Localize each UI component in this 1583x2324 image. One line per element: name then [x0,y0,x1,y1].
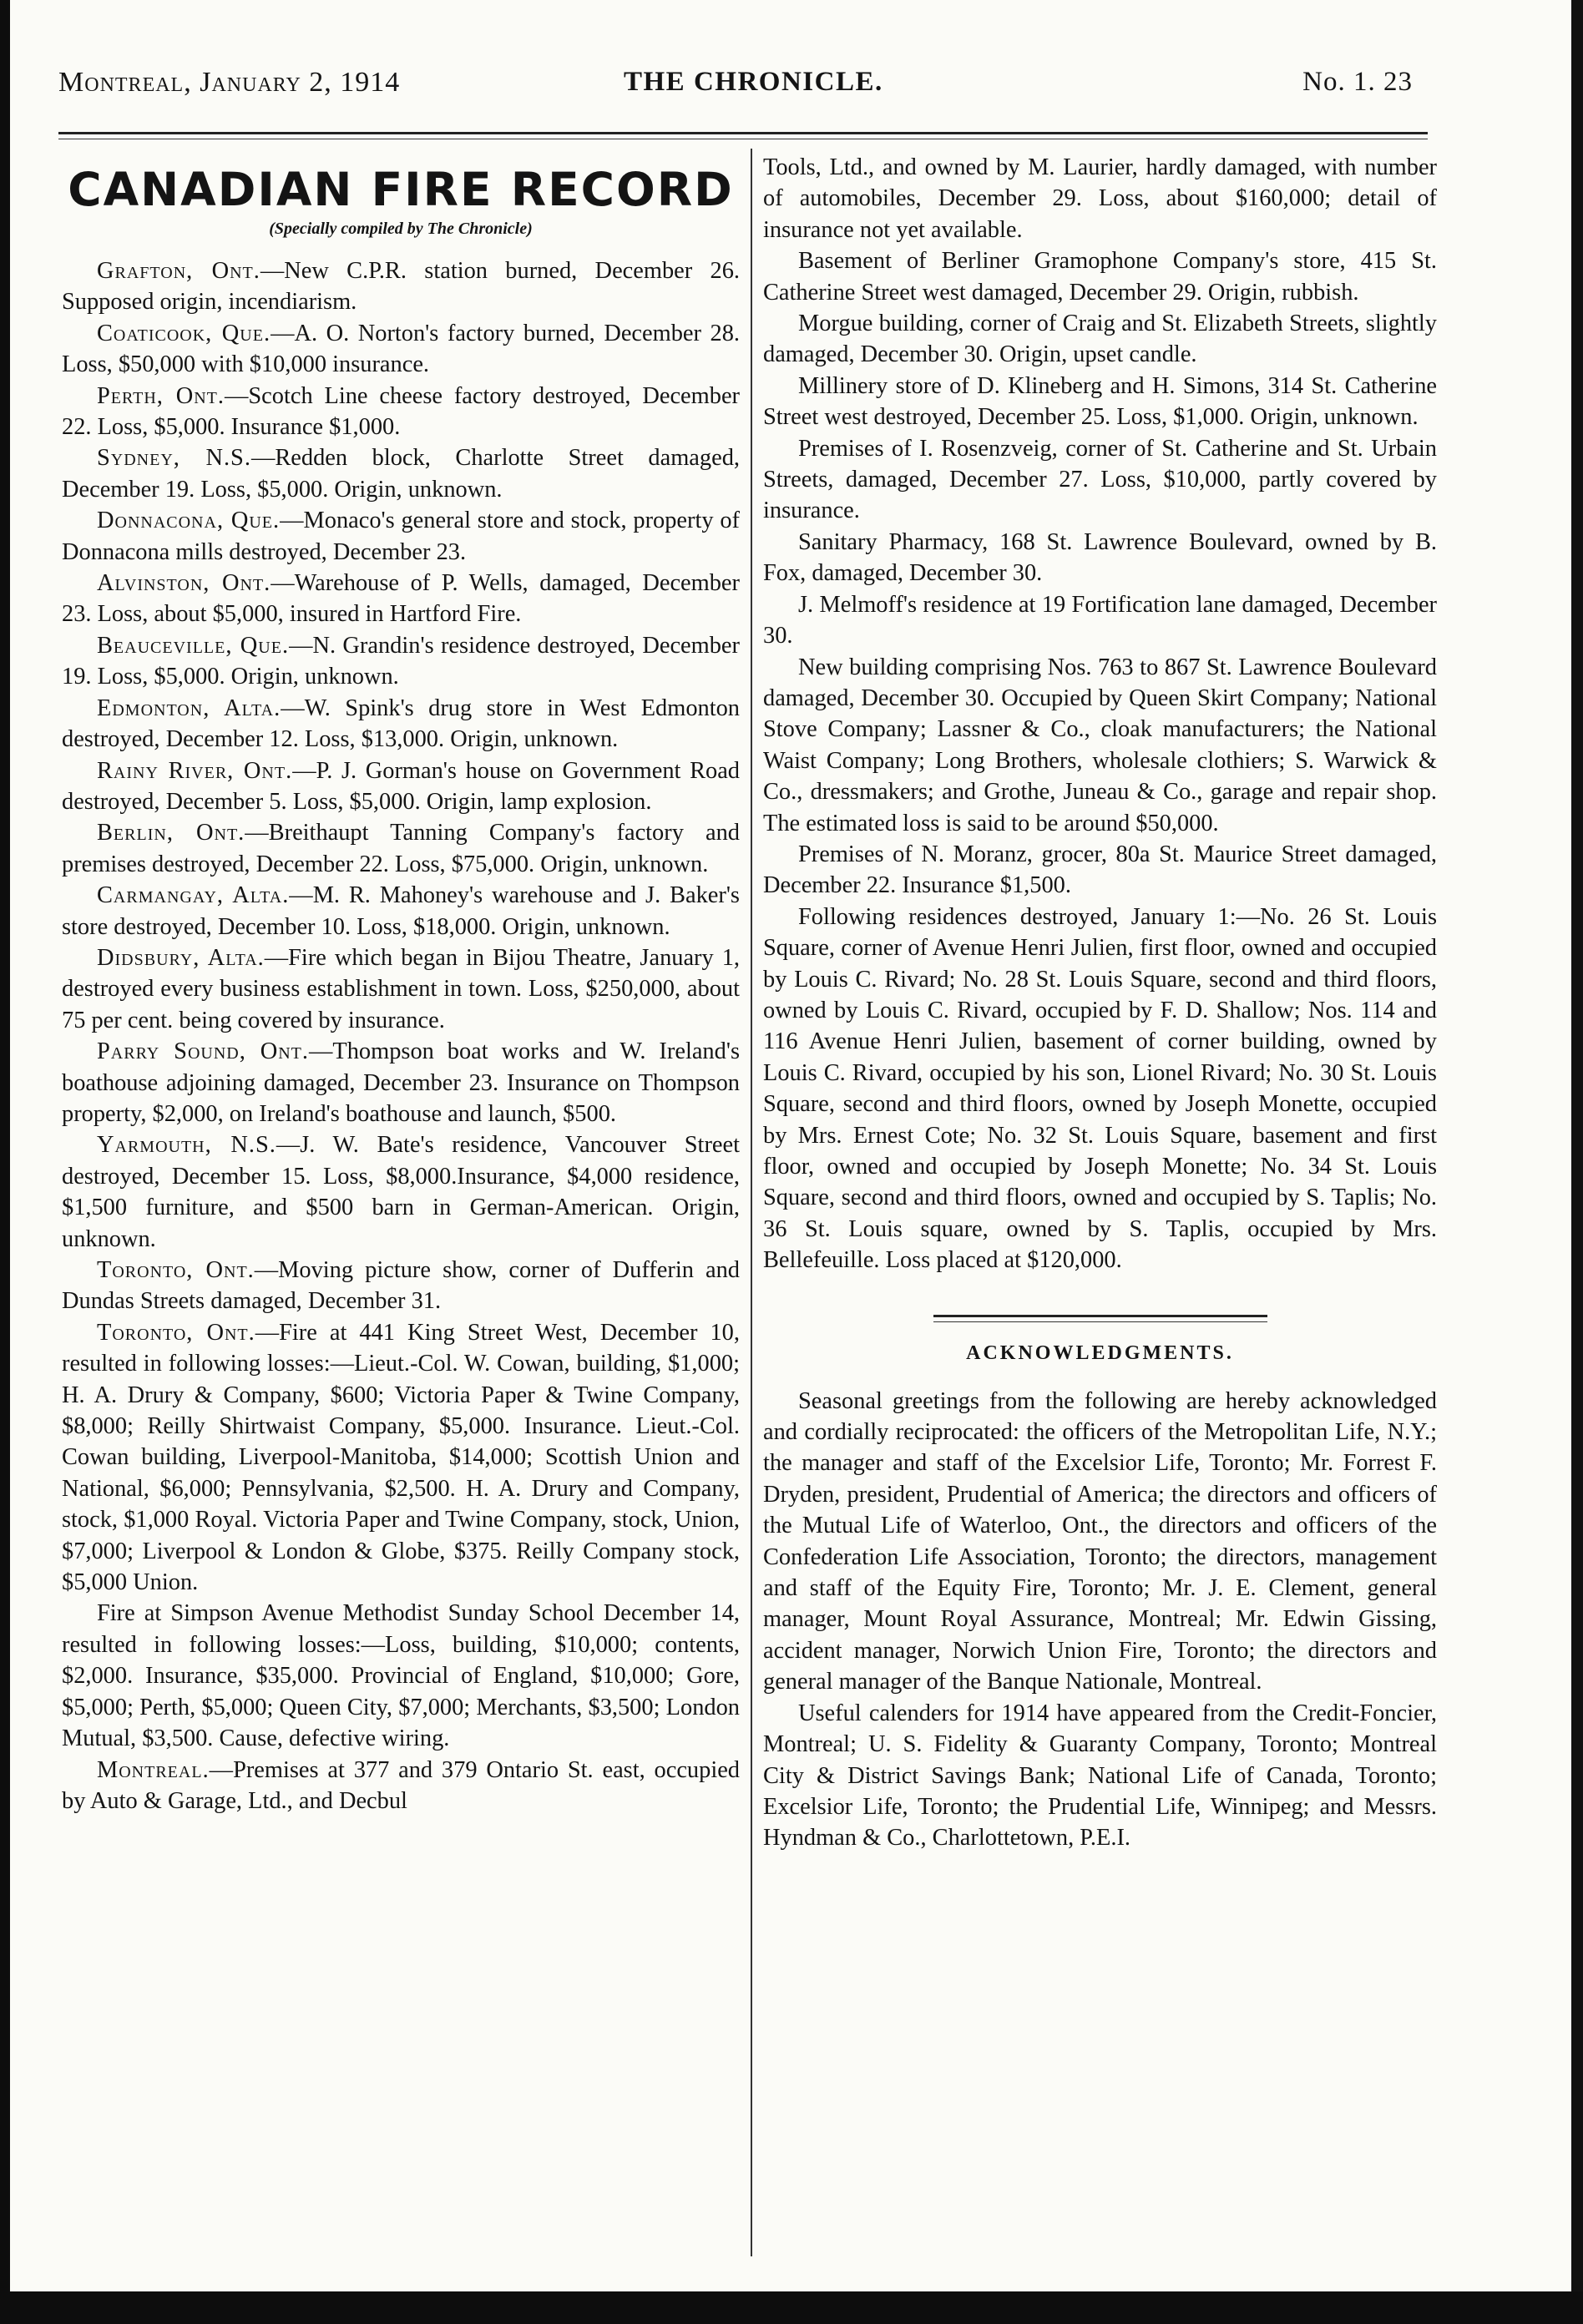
running-head-date: Montreal, January 2, 1914 [58,67,401,98]
fire-item-text: —Redden block, Charlotte Street damaged, December 19. Loss, $5,000. Origin, unknown. [62,445,740,503]
fire-item-place: Toronto, Ont. [97,1319,255,1346]
fire-item-place: Edmonton, Alta. [97,695,281,721]
fire-item: Sanitary Pharmacy, 168 St. Lawrence Boulevard, owned by B. Fox, damaged, December 30. [763,528,1437,587]
fire-item-text: —P. J. Gorman's house on Government Road destroyed, December 5. Loss, $5,000. Origin, lamp explosion. [62,757,741,815]
fire-item-place: Parry Sound, Ont. [97,1038,309,1065]
fire-item: Premises of I. Rosenzveig, corner of St. Catherine and St. Urbain Streets, damaged, December 27. Loss, $10,000, partly covered by insurance. [763,435,1437,524]
article-title: CANADIAN FIRE RECORD [68,163,734,216]
fire-item-text: —Breithaupt Tanning Company's factory and premises destroyed, December 22. Loss, $75,000. Origin, unknown. [62,820,740,877]
fire-item-place: Coaticook, Que. [97,320,271,346]
fire-item [62,1129,740,1255]
fire-item-place: Montreal. [97,1756,210,1783]
fire-item [62,942,740,1036]
fire-item-text: Fire at Simpson Avenue Methodist Sunday School December 14, resulted in following losses:—Loss, building, $10,000; contents, $2,000. Insurance, $35,000. Provincial of England, $10,000; Gore, $5,000; Perth, $5,000; Queen City, $7,000; Merchants, $3,500; London Mutual, $3,500. Cause, defective wiring. [62,1600,740,1752]
fire-item: Morgue building, corner of Craig and St. Elizabeth Streets, slightly damaged, December 30. Origin, upset candle. [763,311,1437,368]
fire-item: Premises of N. Moranz, grocer, 80a St. Maurice Street damaged, December 22. Insurance $1,500. [763,841,1437,899]
fire-item-text: —Fire at 441 King Street West, December 10, resulted in following losses:—Lieut.-Col. W. Cowan, building, $1,000; H. A. Drury & Company, $600; Victoria Paper & Twine Company, $8,000; Reilly Shirtwaist Company, $5,000. Insurance. Lieut.-Col. Cowan building, Liverpool-Manitoba, $14,000; Scottish Union and National, $6,000; Pennsylvania, $2,500. H. A. Drury and Company, stock, $1,000 Royal. Victoria Paper and Twine Company, stock, Union, $7,000; Liverpool & London & Globe, $375. Reilly Company stock, $5,000 Union. [62,1319,740,1596]
acknowledgment-paragraph: Seasonal greetings from the following are hereby acknowledged and cordially reciprocated: the officers of the Metropolitan Life, N.Y.; the manager and staff of the Excelsior Life, Toronto; Mr. Forrest F. Dryden, president, Prudential of America; the directors and officers of the Mutual Life of Waterloo, Ont., the directors and officers of the Confederation Life Association, Toronto; the directors, management and staff of the Equity Fire, Toronto; Mr. J. E. Clement, general manager, Mount Royal Assurance, Montreal; Mr. Edwin Gissing, accident manager, Norwich Union Fire, Toronto; the directors and general manager of the Banque Nationale, Montreal. [763,1387,1437,1695]
fire-item-text: —Fire which began in Bijou Theatre, January 1, destroyed every business establishment in town. Loss, $250,000, about 75 per cent. being covered by insurance. [62,944,740,1033]
scan-border-left [0,0,10,2324]
fire-item [62,1598,740,1754]
fire-item-text: —Moving picture show, corner of Dufferin and Dundas Streets damaged, December 31. [62,1257,740,1315]
fire-item-place: Toronto, Ont. [97,1257,255,1283]
fire-item [62,442,740,505]
fire-item [62,1255,740,1317]
fire-item [62,568,740,630]
fire-item-place: Alvinston, Ont. [97,570,271,597]
fire-item [62,381,740,443]
fire-item-text: —New C.P.R. station burned, December 26. Supposed origin, incendiarism. [62,258,741,316]
fire-item-text: —Premises at 377 and 379 Ontario St. east, occupied by Auto & Garage, Ltd., and Decbul [62,1756,740,1814]
right-column [763,152,1437,1854]
fire-item [62,630,740,693]
fire-item-text: —W. Spink's drug store in West Edmonton destroyed, December 12. Loss, $13,000. Origin, unknown. [62,695,740,753]
fire-item-text: —Thompson boat works and W. Ireland's boathouse adjoining damaged, December 23. Insurance on Thompson property, $2,000, on Ireland's boathouse and launch, $500. [62,1038,740,1127]
fire-item-continued: Tools, Ltd., and owned by M. Laurier, hardly damaged, with number of automobiles, December 29. Loss, about $160,000; detail of insurance not yet available. [763,154,1437,243]
fire-item [62,255,740,318]
column-rule [751,149,752,2256]
fire-item: New building comprising Nos. 763 to 867 St. Lawrence Boulevard damaged, December 30. Occupied by Queen Skirt Company; National Stove Company; Lassner & Co., cloak manufacturers; the National Waist Company; Long Brothers, wholesale clothiers; S. Warwick & Co., dressmakers; and Grothe, Juneau & Co., garage and repair shop. The estimated loss is said to be around $50,000. [763,654,1437,836]
fire-item: J. Melmoff's residence at 19 Fortification lane damaged, December 30. [763,591,1437,649]
fire-item-text: —Warehouse of P. Wells, damaged, December 23. Loss, about $5,000, insured in Hartford Fire. [62,570,740,628]
fire-item-text: —N. Grandin's residence destroyed, December 19. Loss, $5,000. Origin, unknown. [62,632,740,690]
fire-item: Following residences destroyed, January 1:—No. 26 St. Louis Square, corner of Avenue Henri Julien, first floor, owned and occupied by Louis C. Rivard; No. 28 St. Louis Square, second and third floors, owned by Louis C. Rivard, occupied by F. D. Shallow; Nos. 114 and 116 Avenue Henri Julien, basement of corner building, owned by Louis C. Rivard, occupied by his son, Lionel Rivard; No. 30 St. Louis Square, second and third floors, owned by Joseph Monette, occupied by Mrs. Ernest Cote; No. 32 St. Louis Square, basement and first floor, owned and occupied by Joseph Monette; No. 34 St. Louis Square, second and third floors, owned and occupied by S. Taplis; No. 36 St. Louis square, owned by S. Taplis, occupied by Mrs. Bellefeuille. Loss placed at $120,000. [763,903,1437,1274]
fire-item-text: —Monaco's general store and stock, property of Donnacona mills destroyed, December 23. [62,508,741,565]
fire-item-place: Donnacona, Que. [97,508,281,534]
fire-item-text: —A. O. Norton's factory burned, December 28. Loss, $50,000 with $10,000 insurance. [62,320,740,378]
fire-item [62,505,740,568]
article-subtitle: (Specially compiled by The Chronicle) [269,220,533,238]
fire-item-place: Perth, Ont. [97,382,225,409]
running-head-journal: THE CHRONICLE. [624,67,883,97]
fire-item-text: —Scotch Line cheese factory destroyed, December 22. Loss, $5,000. Insurance $1,000. [62,382,740,441]
fire-item: Basement of Berliner Gramophone Company's store, 415 St. Catherine Street west damaged, December 29. Origin, rubbish. [763,248,1437,306]
fire-item [62,1755,740,1817]
fire-item [62,318,740,381]
header-rule [58,132,1428,134]
running-head-page-number: No. 1. 23 [1302,67,1413,97]
fire-item [62,1317,740,1599]
newspaper-page [10,0,1571,2291]
fire-item-place: Carmangay, Alta. [97,882,290,909]
scan-border-bottom [0,2291,1583,2324]
fire-item [62,817,740,880]
section-rule [933,1315,1267,1317]
fire-item-place: Beauceville, Que. [97,632,290,659]
fire-item [62,880,740,942]
acknowledgments-heading: ACKNOWLEDGMENTS. [966,1341,1234,1364]
fire-item [62,1036,740,1129]
fire-item-text: —J. W. Bate's residence, Vancouver Street destroyed, December 15. Loss, $8,000.Insurance, $4,000 residence, $1,500 furniture, and $500 barn in German-American. Origin, unknown. [62,1132,740,1252]
fire-item-place: Berlin, Ont. [97,820,245,846]
fire-item-place: Grafton, Ont. [97,258,260,284]
left-column [62,152,740,1816]
fire-item: Millinery store of D. Klineberg and H. Simons, 314 St. Catherine Street west destroyed, December 25. Loss, $1,000. Origin, unknown. [763,372,1437,431]
fire-item [62,693,740,755]
fire-item-text: —M. R. Mahoney's warehouse and J. Baker's store destroyed, December 10. Loss, $18,000. Origin, unknown. [62,882,740,940]
fire-item-place: Didsbury, Alta. [97,944,265,971]
fire-item [62,755,740,818]
fire-item-place: Yarmouth, N.S. [97,1132,276,1159]
fire-item-place: Sydney, N.S. [97,445,251,472]
fire-item-place: Rainy River, Ont. [97,757,293,784]
section-rule-thin [933,1321,1267,1322]
acknowledgment-paragraph: Useful calenders for 1914 have appeared from the Credit-Foncier, Montreal; U. S. Fidelity & Guaranty Company, Toronto; Montreal City & District Savings Bank; National Life of Canada, Toronto; Excelsior Life, Toronto; the Prudential Life, Winnipeg; and Messrs. Hyndman & Co., Charlottetown, P.E.I. [763,1700,1437,1852]
